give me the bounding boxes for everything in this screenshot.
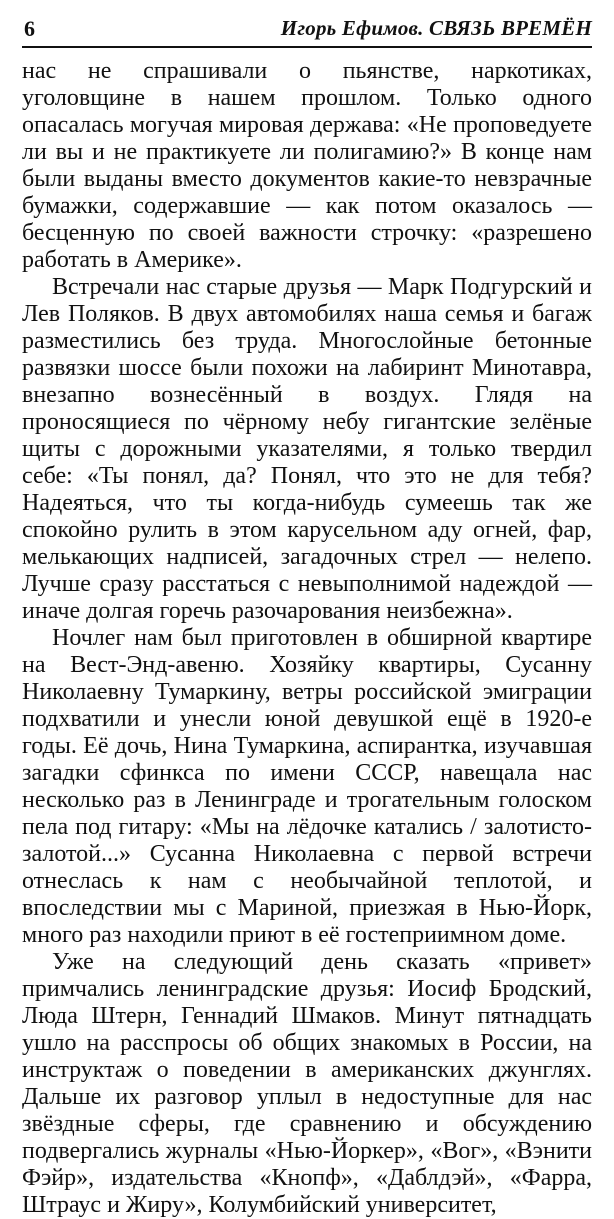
paragraph-continued: нас не спрашивали о пьянстве, наркотиках, уголовщине в нашем прошлом. Только одного опасалась могучая мировая держава: «Не проповедуете ли вы и не практикуете ли полигамию?» В конце нам были выданы вместо документов какие-то невзрачные бумажки, содержавшие — как потом оказалось — бесценную по своей важности строчку: «разрешено работать в Америке».	[22, 58, 592, 273]
running-title: Игорь Ефимов. СВЯЗЬ ВРЕМЁН	[280, 16, 592, 40]
book-page	[22, 14, 592, 1219]
page-number: 6	[24, 16, 35, 41]
body-text	[22, 58, 592, 1219]
paragraph-friends: Уже на следующий день сказать «привет» примчались ленинградские друзья: Иосиф Бродский, Люда Штерн, Геннадий Шмаков. Минут пятнадцать ушло на расспросы об общих знакомых в России, на инструктаж о поведении в американских джунглях. Дальше их разговор уплыл в недоступные для нас звёздные сферы, где сравнению и обсуждению подвергались журналы «Нью-Йоркер», «Вог», «Вэнити Фэйр», издательства «Кнопф», «Даблдэй», «Фарра, Штраус и Жиру», Колумбийский университет,	[22, 949, 592, 1218]
paragraph-lodging: Ночлег нам был приготовлен в обширной квартире на Вест-Энд-авеню. Хозяйку квартиры, Сусанну Николаевну Тумаркину, ветры российской эмиграции подхватили и унесли юной девушкой ещё в 1920-е годы. Её дочь, Нина Тумаркина, аспирантка, изучавшая загадки сфинкса по имени СССР, навещала нас несколько раз в Ленинграде и трогательным голоском пела под гитару: «Мы на лёдочке катались / залотисто-залотой...» Сусанна Николаевна с первой встречи отнеслась к нам с необычайной теплотой, и впоследствии мы с Мариной, приезжая в Нью-Йорк, много раз находили приют в её гостеприимном доме.	[22, 625, 592, 948]
running-head	[22, 14, 592, 48]
paragraph-arrival: Встречали нас старые друзья — Марк Подгурский и Лев Поляков. В двух автомобилях наша семья и багаж разместились без труда. Многослойные бетонные развязки шоссе были похожи на лабиринт Минотавра, внезапно вознесённый в воздух. Глядя на проносящиеся по чёрному небу гигантские зелёные щиты с дорожными указателями, я только твердил себе: «Ты понял, да? Понял, что это не для тебя? Надеяться, что ты когда-нибудь сумеешь так же спокойно рулить в этом карусельном аду огней, фар, мелькающих надписей, загадочных стрел — нелепо. Лучше сразу расстаться с невыполнимой надеждой — иначе долгая горечь разочарования неизбежна».	[22, 274, 592, 624]
